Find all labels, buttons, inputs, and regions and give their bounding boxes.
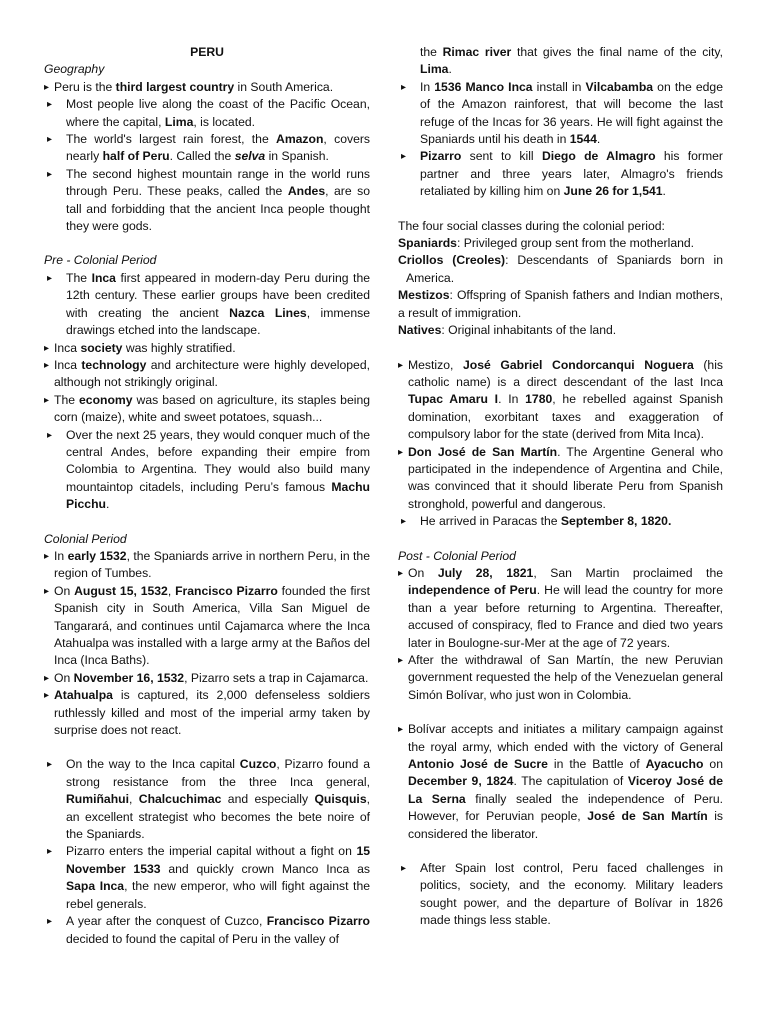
geography-list xyxy=(44,79,370,236)
bold-text: Vilcabamba xyxy=(585,79,654,94)
bold-text: independence of Peru xyxy=(408,583,537,598)
page-title: PERU xyxy=(190,45,224,59)
text-run: , San Martin proclaimed the xyxy=(533,565,723,580)
text-run: , he rebelled against Spanish domination, exorbitant taxes and exaggeration of compulsory labor for the state (derived from Mita Inca). xyxy=(408,392,723,442)
text-run: . Called the xyxy=(169,149,235,164)
text-run: , Pizarro sets a trap in Cajamarca. xyxy=(184,670,369,685)
text-run: On xyxy=(54,583,75,598)
bold-text: Pizarro xyxy=(420,149,462,164)
text-run: . xyxy=(596,132,601,147)
bold-text: Antonio José de Sucre xyxy=(408,757,548,772)
bold-text: 15 November 1533 xyxy=(66,844,370,876)
text-run: Bolívar accepts and initiates a military campaign against the royal army, which ended with the victory of General xyxy=(408,722,723,754)
list-item xyxy=(398,357,723,444)
text-run: Mestizo, xyxy=(408,357,464,372)
left-column xyxy=(44,44,370,948)
text-run: on xyxy=(703,757,723,772)
precolonial-list xyxy=(44,270,370,514)
text-run: founded the first Spanish city in South America, Villa San Miguel de Tangarará, and continues until Cajamarca where the Inca Atahualpa was installed with a large army at the Baños del Inca (Inca Baths). xyxy=(54,583,370,668)
text-run: is considered the liberator. xyxy=(408,809,724,841)
bold-text: Chalcuchimac xyxy=(138,792,222,807)
list-item xyxy=(398,513,723,530)
text-run: , immense drawings etched into the landscape. xyxy=(66,305,370,338)
bold-text: technology xyxy=(81,357,147,372)
text-run: Most people live along the coast of the Pacific Ocean, where the capital, xyxy=(66,97,370,129)
text-run: . In xyxy=(498,392,526,407)
text-run: Pizarro enters the imperial capital without a fight on xyxy=(66,844,357,859)
text-run: . xyxy=(662,184,666,199)
text-run: : Privileged group sent from the motherland. xyxy=(456,236,695,251)
text-run: . xyxy=(448,62,452,77)
list-item xyxy=(44,670,370,687)
bold-text: Francisco Pizarro xyxy=(266,914,370,929)
bold-text: Rumiñahui xyxy=(66,792,129,807)
section-heading-geography: Geography xyxy=(44,62,105,77)
bold-text: Viceroy José de La Serna xyxy=(408,774,723,806)
text-run: and architecture were highly developed, although not strikingly original. xyxy=(54,357,370,390)
list-item xyxy=(398,148,723,200)
list-item xyxy=(44,392,370,427)
bold-text: José de San Martín xyxy=(587,809,708,824)
bold-text: 1536 Manco Inca xyxy=(434,79,533,94)
list-item xyxy=(44,79,370,96)
colonial-list-continued xyxy=(398,79,723,201)
list-item xyxy=(44,96,370,131)
text-run: , xyxy=(128,792,139,807)
text-run: , covers nearly xyxy=(66,132,370,164)
social-classes-list xyxy=(398,235,723,339)
text-run: , an excellent strategist who becomes the bete noire of the Spaniards. xyxy=(66,792,370,842)
text-run: was based on agriculture, its staples being corn (maize), white and sweet potatoes, squash... xyxy=(54,392,370,425)
list-item xyxy=(44,548,370,583)
bold-text: selva xyxy=(234,149,266,164)
list-item xyxy=(44,357,370,392)
bold-text: José Gabriel Condorcanqui Noguera xyxy=(463,357,694,372)
text-run: sent to kill xyxy=(461,149,542,164)
list-item xyxy=(44,340,370,357)
right-column xyxy=(398,44,723,930)
text-run: finally sealed the independence of Peru. However, for Peruvian people, xyxy=(408,791,723,824)
list-item xyxy=(44,427,370,514)
bold-text: Cuzco xyxy=(239,757,277,772)
bold-text: economy xyxy=(79,392,133,407)
bold-text: Nazca Lines xyxy=(229,305,307,320)
bold-text: half of Peru xyxy=(102,149,170,164)
list-item xyxy=(44,756,370,843)
text-run: , Pizarro found a strong resistance from the three Inca general, xyxy=(66,757,370,789)
bold-text: September 8, 1820. xyxy=(560,514,672,529)
text-run: that gives the final name of the city, xyxy=(511,45,723,59)
class-item xyxy=(398,252,723,287)
text-run: He arrived in Paracas the xyxy=(420,514,561,529)
list-item xyxy=(398,860,723,930)
bold-text: Diego de Almagro xyxy=(541,149,656,164)
text-run: The second highest mountain range in the world runs through Peru. These peaks, called the xyxy=(66,166,370,199)
text-run: , are so tall and forbidding that the ancient Inca people thought they were gods. xyxy=(66,184,370,234)
text-run: , the new emperor, who will fight against the rebel generals. xyxy=(66,879,370,911)
text-run: : Descendants of Spaniards born in America. xyxy=(406,253,723,285)
text-run: his former partner and three years later, Almagro's friends retaliated by killing him on xyxy=(420,149,723,199)
text-run: , the Spaniards arrive in northern Peru, in the region of Tumbes. xyxy=(54,548,370,581)
bold-text: society xyxy=(80,340,123,355)
class-item xyxy=(398,322,723,339)
text-run: and quickly crown Manco Inca as xyxy=(160,861,370,876)
text-run: On the way to the Inca capital xyxy=(66,757,240,772)
text-run: The world's largest rain forest, the xyxy=(66,132,277,147)
text-run: A year after the conquest of Cuzco, xyxy=(66,914,267,929)
list-item xyxy=(44,687,370,739)
text-run: After Spain lost control, Peru faced challenges in politics, society, and the economy. Military leaders sought power, and the departure of Bolívar in 1826 made things less stable. xyxy=(420,861,723,928)
bold-text: Don José de San Martín xyxy=(408,444,558,459)
bold-text: Francisco Pizarro xyxy=(175,583,278,598)
bold-text: Amazon xyxy=(276,132,324,147)
bold-text: Ayacucho xyxy=(645,757,704,772)
text-run: install in xyxy=(532,79,586,94)
text-run: is captured, its 2,000 defenseless soldiers ruthlessly killed and most of the imperial army taken by surprise does not react. xyxy=(54,688,370,738)
text-run: (his catholic name) is a direct descendant of the last Inca xyxy=(408,357,724,389)
section-heading-precolonial: Pre - Colonial Period xyxy=(44,253,157,268)
bold-text: third largest country xyxy=(115,79,235,94)
bold-text: June 26 for 1,541 xyxy=(563,184,663,199)
list-item xyxy=(44,583,370,670)
bold-text: early 1532 xyxy=(67,548,127,563)
text-run: After the withdrawal of San Martín, the new Peruvian government requested the help of the Venezuelan general Simón Bolívar, who just won in Colombia. xyxy=(408,653,723,702)
text-run: , xyxy=(167,583,176,598)
bold-text: Rimac river xyxy=(442,45,512,59)
text-run: . He will lead the country for more than a year before returning to Argentina. Thereafter, accused of conspiracy, fled to France and died two years later in Boulogne-sur-Mer at the age of 72 years. xyxy=(408,583,723,650)
colonial-list-2 xyxy=(44,756,370,947)
bold-text: November 16, 1532 xyxy=(73,670,185,685)
text-run: On xyxy=(408,565,438,580)
list-item xyxy=(398,721,723,843)
text-run: in the Battle of xyxy=(547,757,646,772)
text-run: In xyxy=(420,79,435,94)
bold-text: 1544 xyxy=(569,132,597,147)
bold-text: Quisquis xyxy=(314,792,367,807)
list-item xyxy=(44,166,370,236)
text-run: On xyxy=(54,670,74,685)
bold-text: Natives xyxy=(398,323,442,338)
text-run: : Original inhabitants of the land. xyxy=(441,323,617,338)
list-item xyxy=(44,913,370,948)
section-heading-colonial: Colonial Period xyxy=(44,531,127,546)
text-run: the xyxy=(420,45,443,59)
text-run: The xyxy=(66,270,92,285)
text-run: Peru is the xyxy=(54,79,116,94)
text-run: in South America. xyxy=(234,79,334,94)
text-run: , is located. xyxy=(193,114,256,129)
postcolonial-list-3 xyxy=(398,860,723,930)
postcolonial-list xyxy=(398,565,723,704)
list-item xyxy=(398,444,723,514)
bold-text: Criollos (Creoles) xyxy=(398,253,506,268)
text-run: . The capitulation of xyxy=(513,774,628,789)
text-run: Over the next 25 years, they would conquer much of the central Andes, before expanding their empire from Colombia to Argentina. They would also build many mountaintop citadels, including Peru’s famous xyxy=(66,427,370,494)
text-run: decided to found the capital of Peru in the valley of xyxy=(66,931,340,946)
postcolonial-list-2 xyxy=(398,721,723,843)
social-classes-intro: The four social classes during the colonial period: xyxy=(398,218,665,233)
text-run: was highly stratified. xyxy=(122,340,236,355)
text-run: The xyxy=(54,392,80,407)
text-run: on the edge of the Amazon rainforest, that will become the last refuge of the Incas for 36 years. He will fight against the Spaniards until his death in xyxy=(420,79,723,147)
bold-text: August 15, 1532 xyxy=(74,583,168,598)
text-run: and especially xyxy=(221,792,315,807)
bold-text: Machu Picchu xyxy=(66,479,370,512)
bold-text: Spaniards xyxy=(398,236,457,251)
bold-text: Lima xyxy=(420,62,449,77)
class-item xyxy=(398,235,723,252)
text-run: in Spanish. xyxy=(265,149,329,164)
colonial-list xyxy=(44,548,370,739)
bold-text: Tupac Amaru I xyxy=(408,392,499,407)
bold-text: Sapa Inca xyxy=(66,879,125,894)
class-item xyxy=(398,287,723,322)
list-item xyxy=(44,131,370,166)
continued-text xyxy=(398,44,723,79)
bold-text: 1780 xyxy=(525,392,553,407)
bold-text: Atahualpa xyxy=(54,688,113,703)
list-item xyxy=(398,652,723,704)
text-run: first appeared in modern-day Peru during the 12th century. These earlier groups have been credited with creating the ancient xyxy=(66,270,370,320)
bold-text: July 28, 1821 xyxy=(437,565,534,580)
independence-list xyxy=(398,357,723,531)
text-run: In xyxy=(54,548,68,563)
text-run: : Offspring of Spanish fathers and Indian mothers, a result of immigration. xyxy=(398,288,723,320)
bold-text: Mestizos xyxy=(398,288,450,303)
list-item xyxy=(398,79,723,149)
bold-text: Lima xyxy=(164,114,194,129)
text-run: . xyxy=(105,497,110,512)
list-item xyxy=(44,270,370,340)
section-heading-postcolonial: Post - Colonial Period xyxy=(398,548,516,563)
bold-text: December 9, 1824 xyxy=(408,774,514,789)
bold-text: Inca xyxy=(91,270,116,285)
text-run: . The Argentine General who participated in the independence of Argentina and Chile, was convinced that it should liberate Peru from Spanish stronghold, powerful and dangerous. xyxy=(408,444,723,511)
bold-text: Andes xyxy=(287,184,326,199)
list-item xyxy=(44,843,370,913)
text-run: Inca xyxy=(54,357,82,372)
list-item xyxy=(398,565,723,652)
text-run: Inca xyxy=(54,340,81,355)
